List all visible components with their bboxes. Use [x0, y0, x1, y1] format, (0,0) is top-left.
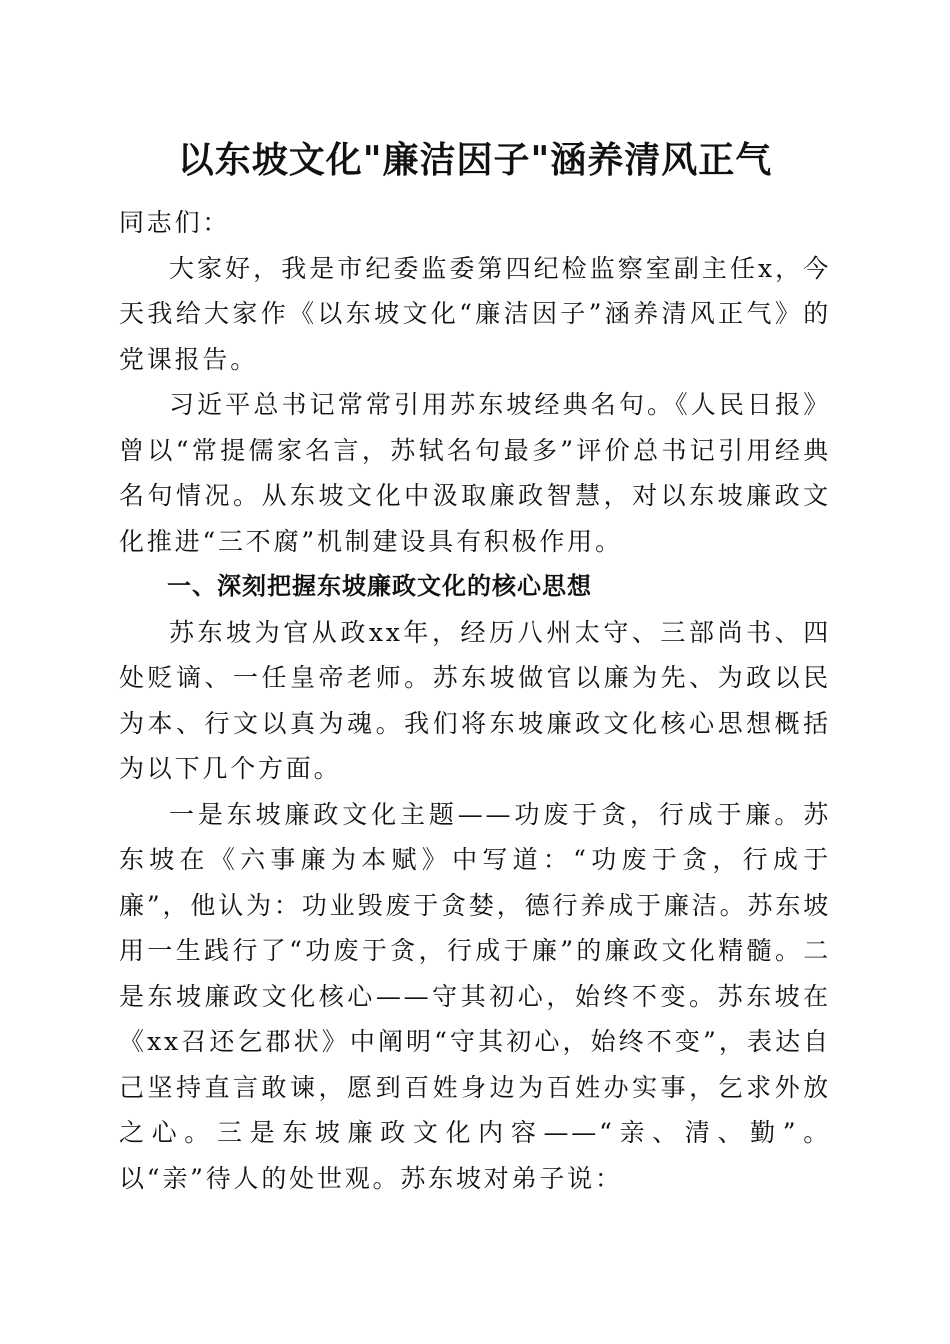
paragraph-section-overview: 苏东坡为官从政xx年，经历八州太守、三部尚书、四处贬谪、一任皇帝老师。苏东坡做官以廉为先、为政以民为本、行文以真为魂。我们将东坡廉政文化核心思想概括为以下几个方面。: [119, 617, 831, 783]
paragraph-section-detail: 一是东坡廉政文化主题——功废于贪，行成于廉。苏东坡在《六事廉为本赋》中写道：“功废于贪，行成于廉”，他认为：功业毁废于贪婪，德行养成于廉洁。苏东坡用一生践行了“功废于贪，行成于廉”的廉政文化精髓。二是东坡廉政文化核心——守其初心，始终不变。苏东坡在《xx召还乞郡状》中阐明“守其初心，始终不变”，表达自己坚持直言敢谏，愿到百姓身边为百姓办实事，乞求外放之心。三是东坡廉政文化内容——“亲、清、勤”。以“亲”待人的处世观。苏东坡对弟子说：: [119, 799, 831, 1193]
document-body: [119, 200, 831, 1201]
paragraph-intro: 大家好，我是市纪委监委第四纪检监察室副主任x，今天我给大家作《以东坡文化“廉洁因子”涵养清风正气》的党课报告。: [119, 253, 831, 374]
document-title: 以东坡文化"廉洁因子"涵养清风正气: [177, 139, 773, 181]
paragraph-background: 习近平总书记常常引用苏东坡经典名句。《人民日报》曾以“常提儒家名言，苏轼名句最多”评价总书记引用经典名句情况。从东坡文化中汲取廉政智慧，对以东坡廉政文化推进“三不腐”机制建设具有积极作用。: [119, 390, 831, 556]
salutation: 同志们：: [119, 208, 231, 237]
section-heading: 一、深刻把握东坡廉政文化的核心思想: [167, 572, 592, 600]
